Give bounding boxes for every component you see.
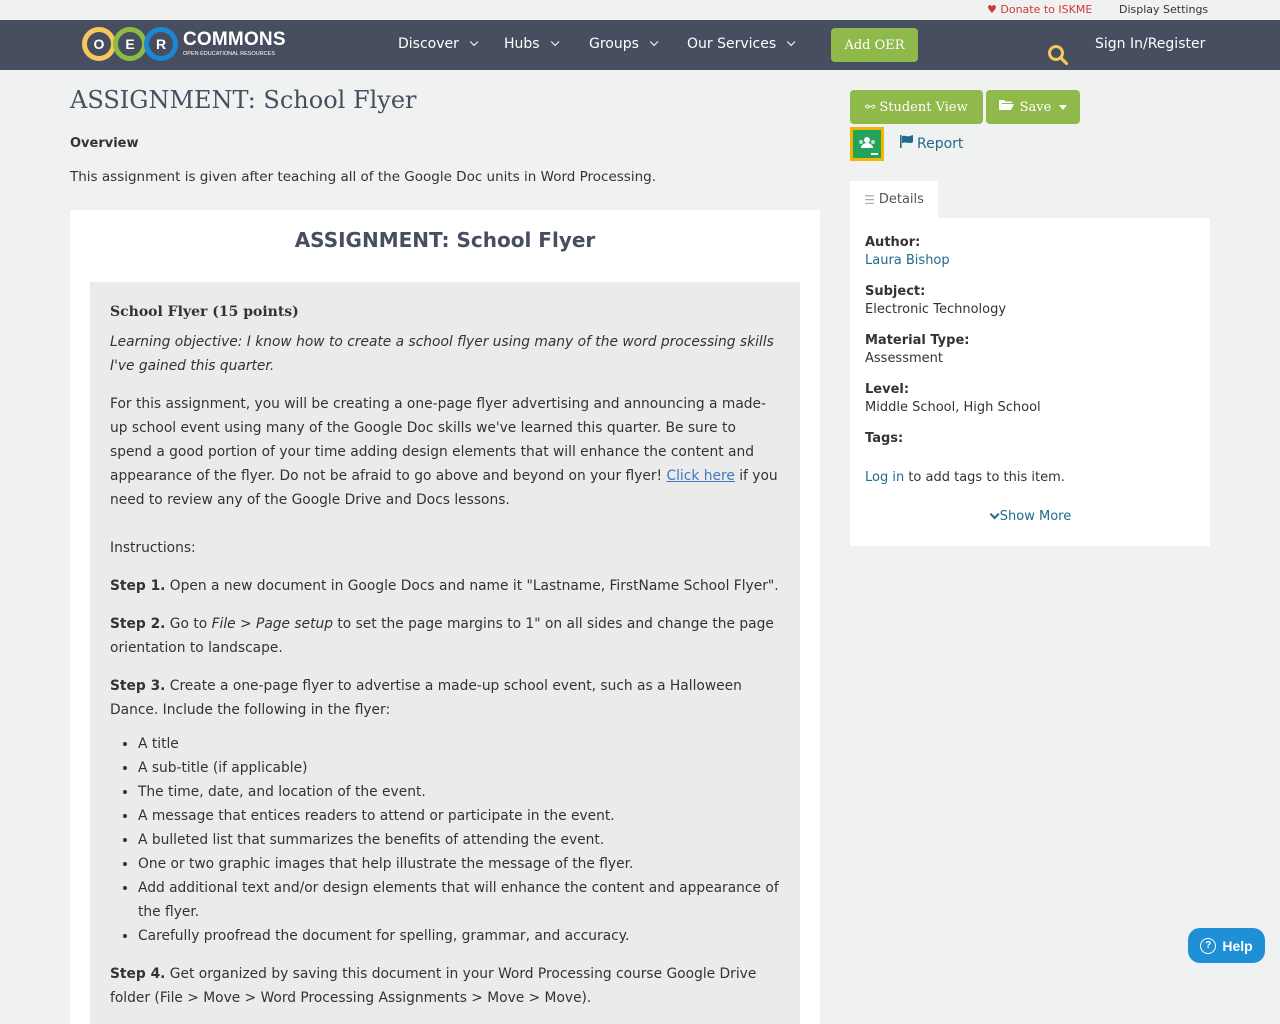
logo-subtitle: OPEN EDUCATIONAL RESOURCES [183,51,275,57]
list-item: • One or two graphic images that help illustrate the message of the flyer. [138,852,780,876]
list-item: • The time, date, and location of the event. [138,780,780,804]
chevron-down-icon [470,38,478,46]
list-icon: ☰ [864,192,875,207]
utility-bar [0,0,1280,20]
save-button[interactable]: Save [986,90,1080,124]
content-card [70,210,820,1024]
overview-label: Overview [70,136,139,151]
main-navbar [0,20,1280,70]
details-panel [850,218,1210,546]
overview-text: This assignment is given after teaching all of the Google Doc units in Word Processing. [70,169,657,185]
page-title: ASSIGNMENT: School Flyer [70,86,417,114]
list-item: • A sub-title (if applicable) [138,756,780,780]
tab-details[interactable]: ☰ Details [850,181,938,218]
list-item: • A title [138,732,780,756]
step-3: Step 3. Create a one-page flyer to advertise a made-up school event, such as a Halloween Dance. Include the following in the flyer: [110,678,742,718]
nav-our-services[interactable]: Our Services [687,36,792,52]
list-item: • Carefully proofread the document for spelling, grammar, and accuracy. [138,924,780,948]
show-more-button[interactable]: Show More [865,509,1195,524]
list-item: • A bulleted list that summarizes the benefits of attending the event. [138,828,780,852]
list-item: • Add additional text and/or design elements that will enhance the content and appearance of the flyer. [138,876,780,924]
chevron-down-icon [787,38,795,46]
step-4: Step 4. Get organized by saving this document in your Word Processing course Google Drive folder (File > Move > Word Processing Assignments > Move > Move). [110,966,757,1006]
chevron-down-icon [650,38,658,46]
oer-commons-logo[interactable] [82,25,287,63]
click-here-link[interactable]: Click here [666,468,735,484]
folder-open-icon [999,99,1014,115]
list-item: • A message that entices readers to attend or participate in the event. [138,804,780,828]
sign-in-register-link[interactable]: Sign In/Register [1095,36,1206,52]
content-heading: ASSIGNMENT: School Flyer [294,228,596,252]
display-settings-link[interactable]: Display Settings [1119,3,1209,16]
field-author: Author: Laura Bishop [865,235,950,268]
logo-ring-r: R [144,27,178,61]
field-tags: Tags: [865,431,904,446]
logo-title: COMMONS [183,29,286,50]
logo-ring-e: E [113,27,147,61]
step-1: Step 1. Open a new document in Google Docs and name it "Lastname, FirstName School Flyer". [110,578,779,594]
google-classroom-share-icon[interactable] [850,127,884,161]
field-level: Level: Middle School, High School [865,382,1041,415]
search-icon[interactable] [1047,44,1069,66]
step-2: Step 2. Go to File > Page setup to set the page margins to 1" on all sides and change the page orientation to landscape. [110,616,774,656]
nav-groups[interactable]: Groups [589,36,655,52]
intro-paragraph: For this assignment, you will be creating a one-page flyer advertising and announcing a made-up school event using many of the Google Doc skills we've learned this quarter. Be sure to spend a good portion of your time adding design elements that will enhance the content and appearance of the flyer. Do not be afraid to go above and beyond on your flyer! Click here if you need to review any of the Google Drive and Docs lessons. [110,396,778,508]
donate-link[interactable]: ♥ Donate to ISKME [987,3,1093,16]
add-oer-button[interactable]: Add OER [831,28,918,62]
chevron-down-icon [550,38,558,46]
nav-discover[interactable]: Discover [398,36,475,52]
flag-icon [900,135,914,152]
chevron-down-icon [989,509,999,519]
report-link[interactable]: Report [900,135,963,152]
field-subject: Subject: Electronic Technology [865,284,1007,317]
field-material-type: Material Type: Assessment [865,333,970,366]
author-link[interactable]: Laura Bishop [865,253,950,268]
assignment-box [90,282,800,1024]
flyer-title: School Flyer (15 points) [110,304,299,320]
log-in-link[interactable]: Log in [865,470,905,485]
tags-login-text: Log in to add tags to this item. [865,470,1065,485]
nav-hubs[interactable]: Hubs [504,36,556,52]
step-3-list [138,732,780,948]
question-circle-icon: ? [1200,938,1216,954]
logo-ring-o: O [82,27,116,61]
help-button[interactable]: ? Help [1188,928,1265,963]
link-icon: ⚯ [865,100,876,114]
caret-down-icon [1059,105,1067,110]
heart-icon: ♥ [987,3,997,16]
learning-objective: Learning objective: I know how to create a school flyer using many of the word processing skills I've gained this quarter. [110,334,774,374]
student-view-button[interactable]: ⚯ Student View [850,90,983,124]
instructions-label: Instructions: [110,540,196,556]
